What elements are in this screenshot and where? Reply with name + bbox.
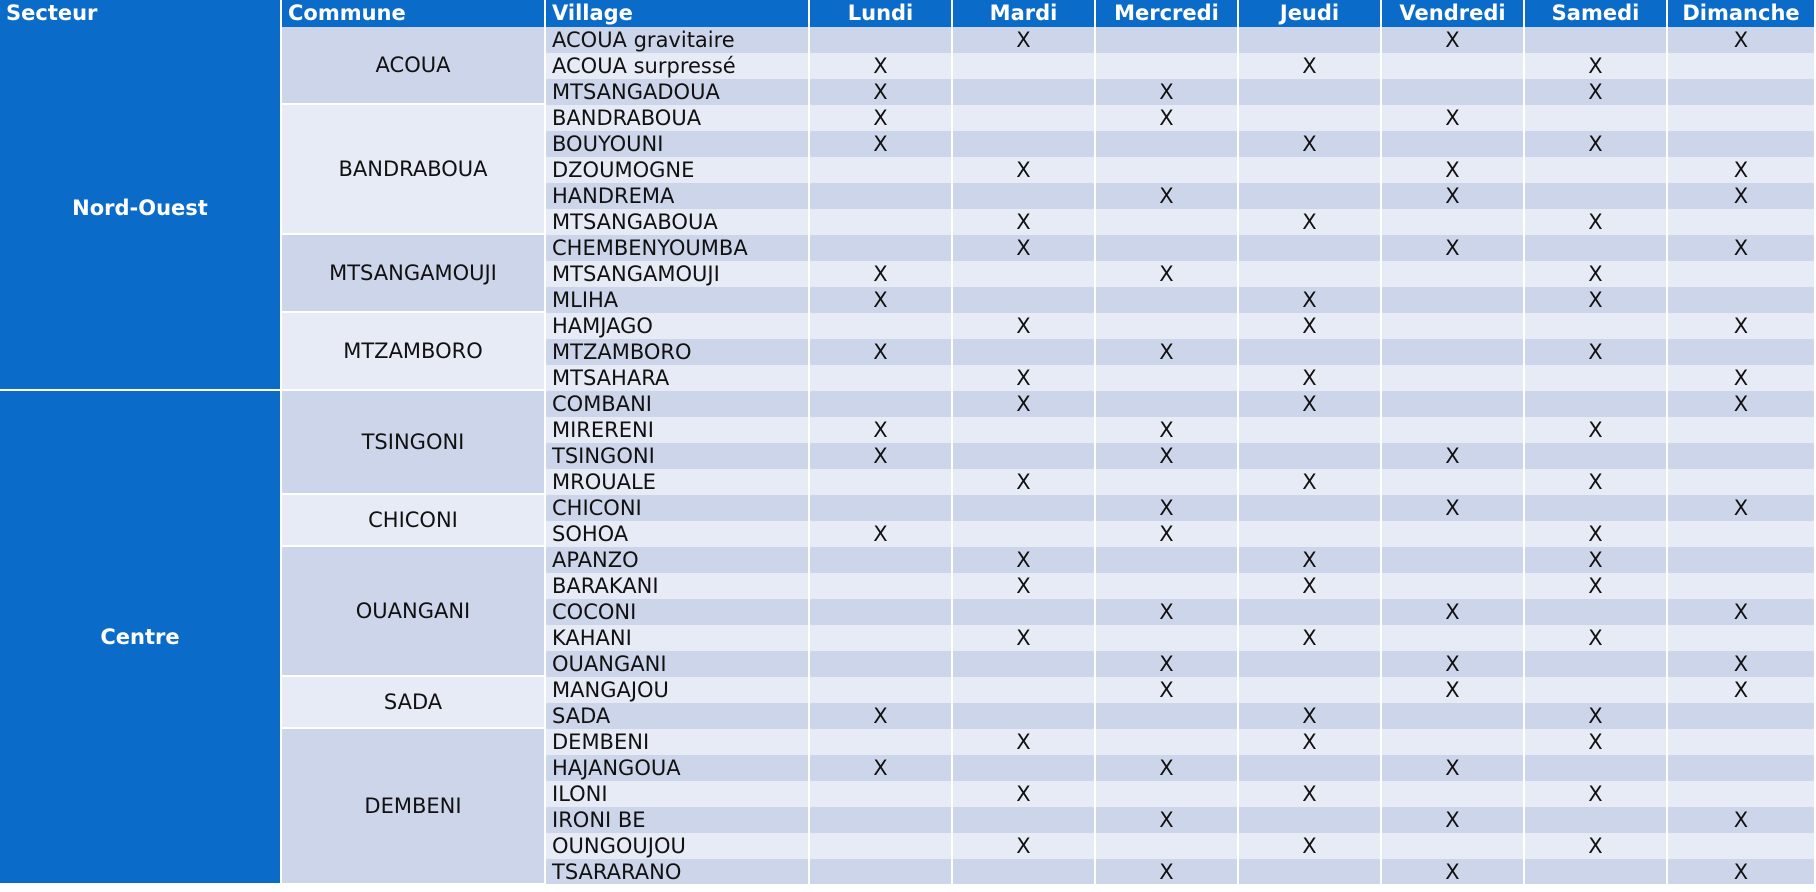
day-cell-samedi: [1525, 105, 1668, 131]
day-cell-lundi: X: [810, 131, 953, 157]
day-cell-jeudi: [1239, 495, 1382, 521]
day-cell-lundi: X: [810, 755, 953, 781]
day-cell-jeudi: [1239, 105, 1382, 131]
village-cell: ACOUA surpressé: [546, 53, 810, 79]
village-cell: MTSAHARA: [546, 365, 810, 391]
day-cell-vendredi: X: [1382, 651, 1525, 677]
day-cell-mercredi: [1096, 469, 1239, 495]
day-cell-mardi: X: [953, 235, 1096, 261]
day-cell-jeudi: X: [1239, 469, 1382, 495]
day-cell-vendredi: [1382, 365, 1525, 391]
day-cell-mercredi: [1096, 573, 1239, 599]
village-cell: TSINGONI: [546, 443, 810, 469]
village-cell: HAMJAGO: [546, 313, 810, 339]
day-cell-mardi: [953, 703, 1096, 729]
day-cell-samedi: X: [1525, 287, 1668, 313]
day-cell-vendredi: [1382, 209, 1525, 235]
day-cell-samedi: [1525, 755, 1668, 781]
commune-cell: OUANGANI: [282, 547, 546, 677]
day-cell-mardi: [953, 495, 1096, 521]
day-cell-mardi: X: [953, 573, 1096, 599]
day-cell-lundi: X: [810, 703, 953, 729]
commune-cell: BANDRABOUA: [282, 105, 546, 235]
header-village: Village: [546, 0, 810, 27]
day-cell-jeudi: X: [1239, 365, 1382, 391]
day-cell-vendredi: X: [1382, 859, 1525, 885]
day-cell-mercredi: [1096, 781, 1239, 807]
village-cell: OUNGOUJOU: [546, 833, 810, 859]
day-cell-lundi: [810, 209, 953, 235]
header-mercredi: Mercredi: [1096, 0, 1239, 27]
day-cell-mardi: X: [953, 729, 1096, 755]
day-cell-mardi: [953, 105, 1096, 131]
day-cell-dimanche: X: [1668, 27, 1816, 53]
day-cell-dimanche: [1668, 261, 1816, 287]
day-cell-dimanche: [1668, 781, 1816, 807]
day-cell-lundi: [810, 547, 953, 573]
day-cell-mardi: X: [953, 391, 1096, 417]
day-cell-lundi: X: [810, 105, 953, 131]
day-cell-vendredi: X: [1382, 443, 1525, 469]
day-cell-mardi: X: [953, 833, 1096, 859]
day-cell-samedi: X: [1525, 729, 1668, 755]
table-header: [0, 0, 1816, 27]
header-commune: Commune: [282, 0, 546, 27]
day-cell-mardi: [953, 417, 1096, 443]
day-cell-dimanche: [1668, 105, 1816, 131]
day-cell-lundi: X: [810, 53, 953, 79]
day-cell-mercredi: [1096, 235, 1239, 261]
day-cell-lundi: [810, 859, 953, 885]
day-cell-mardi: X: [953, 157, 1096, 183]
village-cell: OUANGANI: [546, 651, 810, 677]
day-cell-lundi: [810, 573, 953, 599]
day-cell-vendredi: [1382, 261, 1525, 287]
village-cell: TSARARANO: [546, 859, 810, 885]
day-cell-samedi: X: [1525, 781, 1668, 807]
day-cell-vendredi: X: [1382, 183, 1525, 209]
day-cell-samedi: X: [1525, 131, 1668, 157]
day-cell-mardi: [953, 859, 1096, 885]
day-cell-mercredi: X: [1096, 807, 1239, 833]
day-cell-mercredi: X: [1096, 859, 1239, 885]
day-cell-samedi: X: [1525, 209, 1668, 235]
day-cell-samedi: X: [1525, 521, 1668, 547]
day-cell-mardi: X: [953, 27, 1096, 53]
day-cell-jeudi: [1239, 339, 1382, 365]
day-cell-jeudi: [1239, 599, 1382, 625]
day-cell-mercredi: X: [1096, 339, 1239, 365]
day-cell-lundi: X: [810, 79, 953, 105]
day-cell-jeudi: X: [1239, 287, 1382, 313]
commune-cell: SADA: [282, 677, 546, 729]
village-cell: HAJANGOUA: [546, 755, 810, 781]
day-cell-mardi: X: [953, 547, 1096, 573]
day-cell-dimanche: [1668, 755, 1816, 781]
day-cell-samedi: X: [1525, 79, 1668, 105]
day-cell-dimanche: X: [1668, 599, 1816, 625]
day-cell-samedi: [1525, 443, 1668, 469]
table-body: [0, 27, 1816, 885]
day-cell-vendredi: X: [1382, 235, 1525, 261]
day-cell-dimanche: X: [1668, 391, 1816, 417]
day-cell-mercredi: X: [1096, 417, 1239, 443]
day-cell-vendredi: X: [1382, 495, 1525, 521]
header-dimanche: Dimanche: [1668, 0, 1816, 27]
table-row: [0, 391, 1816, 417]
day-cell-vendredi: [1382, 729, 1525, 755]
day-cell-jeudi: X: [1239, 53, 1382, 79]
day-cell-dimanche: X: [1668, 183, 1816, 209]
day-cell-jeudi: X: [1239, 703, 1382, 729]
day-cell-lundi: [810, 495, 953, 521]
village-cell: MTZAMBORO: [546, 339, 810, 365]
day-cell-samedi: [1525, 235, 1668, 261]
day-cell-dimanche: [1668, 625, 1816, 651]
day-cell-jeudi: [1239, 157, 1382, 183]
village-cell: MROUALE: [546, 469, 810, 495]
village-cell: APANZO: [546, 547, 810, 573]
day-cell-samedi: X: [1525, 703, 1668, 729]
commune-cell: CHICONI: [282, 495, 546, 547]
day-cell-dimanche: X: [1668, 365, 1816, 391]
day-cell-jeudi: [1239, 27, 1382, 53]
day-cell-dimanche: [1668, 547, 1816, 573]
day-cell-mercredi: X: [1096, 183, 1239, 209]
village-cell: SADA: [546, 703, 810, 729]
commune-cell: TSINGONI: [282, 391, 546, 495]
day-cell-lundi: [810, 677, 953, 703]
day-cell-mercredi: X: [1096, 495, 1239, 521]
day-cell-lundi: [810, 833, 953, 859]
day-cell-mardi: X: [953, 365, 1096, 391]
day-cell-mardi: [953, 651, 1096, 677]
village-cell: SOHOA: [546, 521, 810, 547]
day-cell-vendredi: [1382, 131, 1525, 157]
day-cell-samedi: X: [1525, 417, 1668, 443]
day-cell-vendredi: [1382, 625, 1525, 651]
day-cell-lundi: [810, 27, 953, 53]
day-cell-dimanche: [1668, 833, 1816, 859]
day-cell-mardi: [953, 599, 1096, 625]
day-cell-lundi: X: [810, 287, 953, 313]
day-cell-mardi: X: [953, 781, 1096, 807]
village-cell: DEMBENI: [546, 729, 810, 755]
village-cell: DZOUMOGNE: [546, 157, 810, 183]
day-cell-vendredi: X: [1382, 599, 1525, 625]
day-cell-vendredi: [1382, 833, 1525, 859]
day-cell-dimanche: [1668, 521, 1816, 547]
village-cell: MLIHA: [546, 287, 810, 313]
day-cell-lundi: [810, 625, 953, 651]
day-cell-vendredi: X: [1382, 677, 1525, 703]
day-cell-mercredi: X: [1096, 261, 1239, 287]
day-cell-mercredi: [1096, 53, 1239, 79]
day-cell-dimanche: [1668, 287, 1816, 313]
day-cell-jeudi: [1239, 261, 1382, 287]
village-cell: MANGAJOU: [546, 677, 810, 703]
day-cell-dimanche: X: [1668, 157, 1816, 183]
day-cell-jeudi: [1239, 521, 1382, 547]
day-cell-jeudi: X: [1239, 729, 1382, 755]
day-cell-dimanche: [1668, 573, 1816, 599]
day-cell-jeudi: [1239, 651, 1382, 677]
day-cell-dimanche: [1668, 469, 1816, 495]
day-cell-mercredi: [1096, 547, 1239, 573]
day-cell-vendredi: [1382, 391, 1525, 417]
day-cell-mardi: [953, 807, 1096, 833]
header-secteur: Secteur: [0, 0, 282, 27]
village-cell: BANDRABOUA: [546, 105, 810, 131]
day-cell-lundi: [810, 183, 953, 209]
secteur-cell: Nord-Ouest: [0, 27, 282, 391]
day-cell-samedi: X: [1525, 261, 1668, 287]
village-cell: MTSANGADOUA: [546, 79, 810, 105]
day-cell-samedi: [1525, 365, 1668, 391]
day-cell-mardi: [953, 287, 1096, 313]
day-cell-mardi: [953, 53, 1096, 79]
day-cell-vendredi: X: [1382, 755, 1525, 781]
day-cell-mardi: [953, 131, 1096, 157]
day-cell-jeudi: [1239, 79, 1382, 105]
day-cell-samedi: [1525, 157, 1668, 183]
village-cell: CHICONI: [546, 495, 810, 521]
day-cell-samedi: [1525, 391, 1668, 417]
village-cell: IRONI BE: [546, 807, 810, 833]
day-cell-dimanche: [1668, 79, 1816, 105]
day-cell-mardi: [953, 339, 1096, 365]
day-cell-vendredi: X: [1382, 807, 1525, 833]
day-cell-samedi: [1525, 599, 1668, 625]
day-cell-samedi: X: [1525, 53, 1668, 79]
day-cell-vendredi: [1382, 469, 1525, 495]
day-cell-samedi: [1525, 859, 1668, 885]
day-cell-mercredi: X: [1096, 677, 1239, 703]
header-samedi: Samedi: [1525, 0, 1668, 27]
day-cell-samedi: [1525, 807, 1668, 833]
day-cell-mercredi: [1096, 313, 1239, 339]
day-cell-dimanche: [1668, 53, 1816, 79]
village-cell: ACOUA gravitaire: [546, 27, 810, 53]
table-row: [0, 27, 1816, 53]
day-cell-dimanche: [1668, 339, 1816, 365]
day-cell-lundi: X: [810, 443, 953, 469]
day-cell-vendredi: X: [1382, 105, 1525, 131]
day-cell-mercredi: [1096, 365, 1239, 391]
day-cell-dimanche: X: [1668, 495, 1816, 521]
day-cell-mercredi: [1096, 157, 1239, 183]
village-cell: HANDREMA: [546, 183, 810, 209]
day-cell-dimanche: X: [1668, 235, 1816, 261]
day-cell-samedi: X: [1525, 339, 1668, 365]
header-vendredi: Vendredi: [1382, 0, 1525, 27]
day-cell-mercredi: [1096, 27, 1239, 53]
day-cell-mercredi: X: [1096, 105, 1239, 131]
header-jeudi: Jeudi: [1239, 0, 1382, 27]
day-cell-jeudi: X: [1239, 313, 1382, 339]
day-cell-mercredi: [1096, 703, 1239, 729]
village-cell: ILONI: [546, 781, 810, 807]
day-cell-mercredi: X: [1096, 521, 1239, 547]
day-cell-vendredi: [1382, 547, 1525, 573]
day-cell-dimanche: [1668, 443, 1816, 469]
day-cell-dimanche: X: [1668, 807, 1816, 833]
day-cell-vendredi: [1382, 79, 1525, 105]
day-cell-mercredi: X: [1096, 79, 1239, 105]
day-cell-samedi: [1525, 495, 1668, 521]
village-cell: BOUYOUNI: [546, 131, 810, 157]
day-cell-lundi: [810, 781, 953, 807]
day-cell-mercredi: [1096, 391, 1239, 417]
header-mardi: Mardi: [953, 0, 1096, 27]
day-cell-mercredi: [1096, 287, 1239, 313]
day-cell-mardi: [953, 677, 1096, 703]
day-cell-jeudi: X: [1239, 625, 1382, 651]
day-cell-jeudi: X: [1239, 391, 1382, 417]
day-cell-mardi: [953, 183, 1096, 209]
day-cell-dimanche: X: [1668, 651, 1816, 677]
village-cell: MTSANGABOUA: [546, 209, 810, 235]
day-cell-dimanche: [1668, 131, 1816, 157]
day-cell-dimanche: [1668, 729, 1816, 755]
day-cell-mercredi: X: [1096, 443, 1239, 469]
day-cell-jeudi: X: [1239, 209, 1382, 235]
day-cell-vendredi: X: [1382, 157, 1525, 183]
day-cell-mardi: [953, 521, 1096, 547]
day-cell-vendredi: [1382, 781, 1525, 807]
commune-cell: MTSANGAMOUJI: [282, 235, 546, 313]
day-cell-mercredi: [1096, 729, 1239, 755]
day-cell-mercredi: [1096, 209, 1239, 235]
day-cell-jeudi: X: [1239, 781, 1382, 807]
day-cell-vendredi: [1382, 573, 1525, 599]
day-cell-lundi: [810, 235, 953, 261]
day-cell-samedi: X: [1525, 469, 1668, 495]
day-cell-mercredi: [1096, 131, 1239, 157]
day-cell-samedi: X: [1525, 547, 1668, 573]
day-cell-jeudi: [1239, 677, 1382, 703]
day-cell-lundi: [810, 391, 953, 417]
day-cell-vendredi: [1382, 521, 1525, 547]
day-cell-mercredi: [1096, 625, 1239, 651]
day-cell-jeudi: X: [1239, 131, 1382, 157]
day-cell-vendredi: [1382, 703, 1525, 729]
day-cell-vendredi: [1382, 53, 1525, 79]
day-cell-jeudi: [1239, 859, 1382, 885]
day-cell-lundi: [810, 365, 953, 391]
day-cell-jeudi: [1239, 235, 1382, 261]
day-cell-samedi: X: [1525, 625, 1668, 651]
village-cell: BARAKANI: [546, 573, 810, 599]
day-cell-vendredi: [1382, 339, 1525, 365]
day-cell-lundi: X: [810, 339, 953, 365]
village-cell: KAHANI: [546, 625, 810, 651]
day-cell-vendredi: [1382, 313, 1525, 339]
village-cell: MIRERENI: [546, 417, 810, 443]
day-cell-mardi: X: [953, 313, 1096, 339]
day-cell-samedi: [1525, 183, 1668, 209]
day-cell-mercredi: X: [1096, 599, 1239, 625]
day-cell-dimanche: [1668, 209, 1816, 235]
day-cell-jeudi: [1239, 417, 1382, 443]
day-cell-jeudi: X: [1239, 833, 1382, 859]
day-cell-lundi: X: [810, 417, 953, 443]
day-cell-jeudi: [1239, 443, 1382, 469]
day-cell-mercredi: X: [1096, 755, 1239, 781]
day-cell-mardi: X: [953, 469, 1096, 495]
day-cell-mardi: [953, 261, 1096, 287]
day-cell-mardi: X: [953, 209, 1096, 235]
day-cell-mercredi: [1096, 833, 1239, 859]
day-cell-mardi: [953, 79, 1096, 105]
day-cell-jeudi: [1239, 183, 1382, 209]
day-cell-jeudi: X: [1239, 573, 1382, 599]
commune-cell: MTZAMBORO: [282, 313, 546, 391]
secteur-cell: Centre: [0, 391, 282, 885]
village-cell: MTSANGAMOUJI: [546, 261, 810, 287]
day-cell-samedi: X: [1525, 573, 1668, 599]
day-cell-lundi: [810, 313, 953, 339]
day-cell-samedi: [1525, 313, 1668, 339]
day-cell-lundi: [810, 469, 953, 495]
village-cell: CHEMBENYOUMBA: [546, 235, 810, 261]
day-cell-mardi: [953, 443, 1096, 469]
day-cell-jeudi: [1239, 755, 1382, 781]
day-cell-dimanche: X: [1668, 859, 1816, 885]
day-cell-dimanche: [1668, 417, 1816, 443]
day-cell-vendredi: [1382, 417, 1525, 443]
day-cell-samedi: [1525, 677, 1668, 703]
day-cell-mardi: [953, 755, 1096, 781]
village-cell: COCONI: [546, 599, 810, 625]
village-cell: COMBANI: [546, 391, 810, 417]
day-cell-lundi: [810, 807, 953, 833]
day-cell-vendredi: X: [1382, 27, 1525, 53]
day-cell-jeudi: X: [1239, 547, 1382, 573]
header-lundi: Lundi: [810, 0, 953, 27]
header-row: [0, 0, 1816, 27]
day-cell-lundi: [810, 651, 953, 677]
day-cell-dimanche: X: [1668, 677, 1816, 703]
day-cell-lundi: [810, 729, 953, 755]
day-cell-samedi: [1525, 651, 1668, 677]
day-cell-samedi: [1525, 27, 1668, 53]
day-cell-vendredi: [1382, 287, 1525, 313]
commune-cell: DEMBENI: [282, 729, 546, 885]
day-cell-lundi: [810, 599, 953, 625]
day-cell-lundi: [810, 157, 953, 183]
day-cell-lundi: X: [810, 521, 953, 547]
commune-cell: ACOUA: [282, 27, 546, 105]
day-cell-lundi: X: [810, 261, 953, 287]
day-cell-jeudi: [1239, 807, 1382, 833]
bottom-margin: [0, 884, 1816, 892]
day-cell-mercredi: X: [1096, 651, 1239, 677]
day-cell-samedi: X: [1525, 833, 1668, 859]
day-cell-dimanche: X: [1668, 313, 1816, 339]
day-cell-mardi: X: [953, 625, 1096, 651]
day-cell-dimanche: [1668, 703, 1816, 729]
